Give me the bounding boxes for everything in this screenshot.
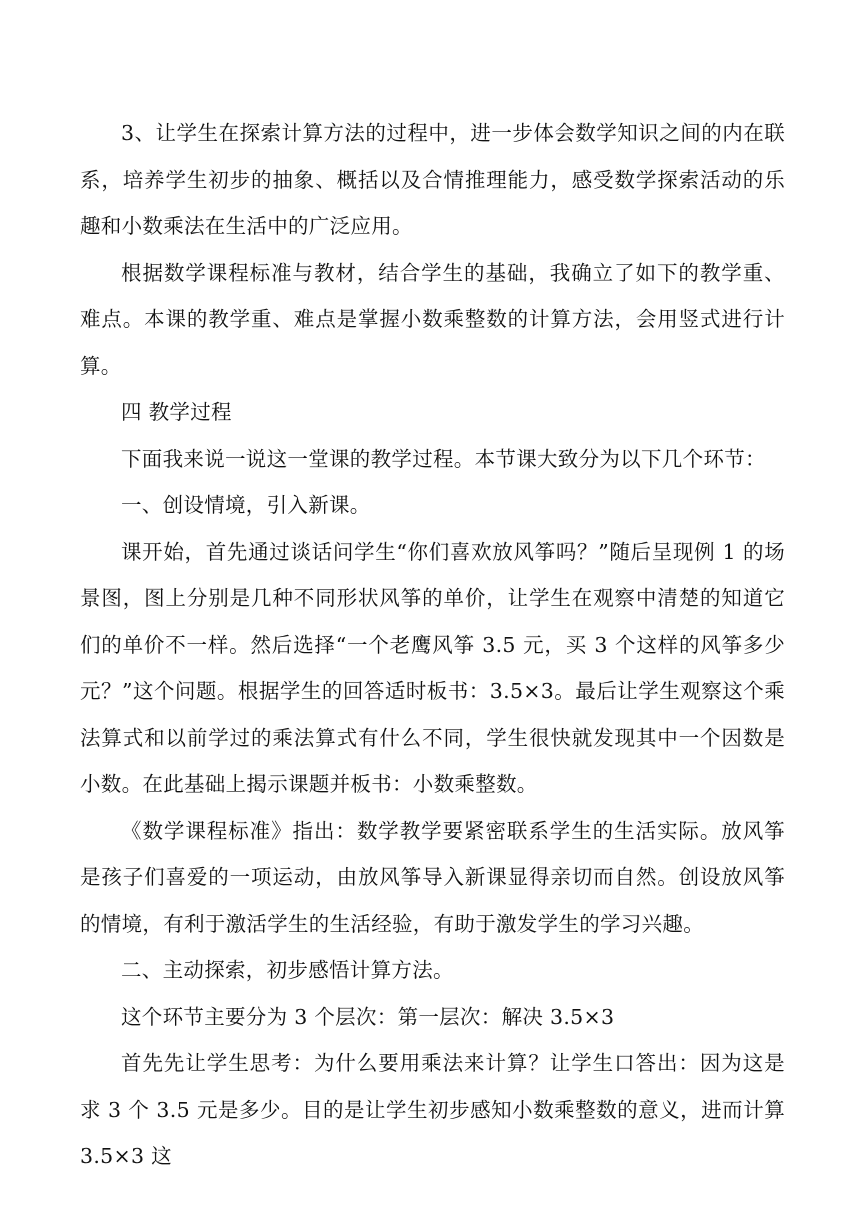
- section-heading-teaching-process: 四 教学过程: [121, 400, 232, 424]
- document-page: [80, 110, 785, 1180]
- paragraph-key-difficulties: 根据数学课程标准与教材，结合学生的基础，我确立了如下的教学重、难点。本课的教学重、难点是掌握小数乘整数的计算方法，会用竖式进行计算。: [80, 260, 785, 378]
- paragraph-step-2-detail: 首先先让学生思考：为什么要用乘法来计算？让学生口答出：因为这是求 3 个 3.5 元是多少。目的是让学生初步感知小数乘整数的意义，进而计算 3.5×3 这: [80, 1051, 785, 1168]
- paragraph-curriculum-standard: 《数学课程标准》指出：数学教学要紧密联系学生的生活实际。放风筝是孩子们喜爱的一项运动，由放风筝导入新课显得亲切而自然。创设放风筝的情境，有利于激活学生的生活经验，有助于激发学生的学习兴趣。: [80, 818, 785, 936]
- subheading-step-2: 二、主动探索，初步感悟计算方法。: [121, 958, 454, 982]
- paragraph-step-1-detail: 课开始，首先通过谈话问学生“你们喜欢放风筝吗？”随后呈现例 1 的场景图，图上分别是几种不同形状风筝的单价，让学生在观察中清楚的知道它们的单价不一样。然后选择“一个老鹰风筝 3.5 元，买 3 个这样的风筝多少元？”这个问题。根据学生的回答适时板书：3.5×3。最后让学生观察这个乘法算式和以前学过的乘法算式有什么不同，学生很快就发现其中一个因数是小数。在此基础上揭示课题并板书：小数乘整数。: [80, 539, 785, 796]
- subheading-step-1: 一、创设情境，引入新课。: [121, 493, 371, 517]
- paragraph-objective-3: 3、让学生在探索计算方法的过程中，进一步体会数学知识之间的内在联系，培养学生初步的抽象、概括以及合情推理能力，感受数学探索活动的乐趣和小数乘法在生活中的广泛应用。: [80, 121, 785, 238]
- paragraph-process-intro: 下面我来说一说这一堂课的教学过程。本节课大致分为以下几个环节：: [121, 446, 766, 471]
- paragraph-step-2-levels: 这个环节主要分为 3 个层次：第一层次：解决 3.5×3: [121, 1004, 615, 1029]
